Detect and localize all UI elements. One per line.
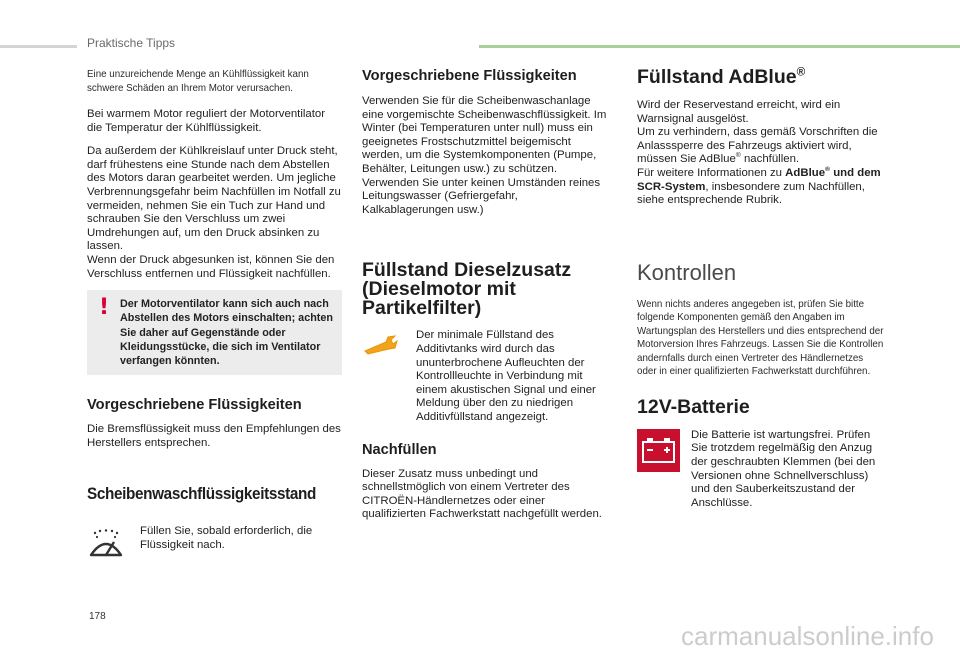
battery-row [637,429,885,511]
heading-diesel-line3: Partikelfilter) [362,297,482,320]
coolant-note: Eine unzureichende Menge an Kühlflüssigkeit kann schwere Schäden an Ihrem Motor verursachen. [87,69,309,94]
heading-kontrollen: Kontrollen [637,259,737,285]
battery-text: Die Batterie ist wartungsfrei. Prüfen Sie trotzdem regelmäßig den Anzug der geschraubten Klemmen (bei den Versionen ohne Schnellverschluss) und den Sauberkeitszustand der Anschlüsse. [691,428,876,509]
heading-washer-level: Scheibenwaschflüssigkeitsstand [87,484,316,504]
warning-box [87,290,342,375]
heading-battery: 12V-Batterie [637,395,750,418]
heading-diesel-line2: (Dieselmotor mit [362,278,516,301]
diesel-additive-text: Der minimale Füllstand des Additivtanks wird durch das ununterbrochene Aufleuchten der Kontrollleuchte in Verbindung mit einem akustischen Signal und einer Meldung über den zu niedrigen Additivfüllstand angezeigt. [416,329,596,423]
column-right [637,65,885,510]
wrench-icon [362,335,400,360]
adblue-info-text: Für weitere Informationen zu AdBlue® und dem SCR-System, insbesondere zum Nachfüllen, siehe entsprechende Rubrik. [637,166,881,207]
fan-paragraph: Bei warmem Motor reguliert der Motorventilator die Temperatur der Kühlflüssigkeit. [87,108,326,134]
diesel-additive-row [362,329,607,424]
refill-text: Dieser Zusatz muss unbedingt und schnellstmöglich von einem Vertreter des CITROËN-Händlernetzes oder einer qualifizierten Fachwerkstatt nachgefüllt werden. [362,467,602,521]
heading-brake-fluids: Vorgeschriebene Flüssigkeiten [87,397,302,414]
adblue-warning-text: Wird der Reservestand erreicht, wird ein Warnsignal ausgelöst. [637,99,841,125]
refill-paragraph: Wenn der Druck abgesunken ist, können Sie den Verschluss entfernen und Flüssigkeit nachfüllen. [87,253,335,280]
heading-diesel-additive [362,261,607,318]
heading-refill: Nachfüllen [362,441,437,458]
column-left [87,68,342,564]
header-bar-right [479,45,960,48]
kontrollen-text: Wenn nichts anderes angegeben ist, prüfen Sie bitte folgende Komponenten gemäß den Angaben im Wartungsplan des Herstellers und dies entsprechend der Motorversion Ihres Fahrzeugs. Lassen Sie die Kontrollen andernfalls durch einen Vertreter des Händlernetzes oder in einer qualifizierten Fachwerkstatt durchführen. [637,298,884,378]
adblue-block-text: Um zu verhindern, dass gemäß Vorschriften die Anlasssperre des Fahrzeugs aktiviert wird, müssen Sie AdBlue® nachfüllen. [637,126,878,166]
heading-washer-fluids: Vorgeschriebene Flüssigkeiten [362,68,577,84]
washer-text: Füllen Sie, sobald erforderlich, die Flüssigkeit nach. [140,525,313,551]
brake-fluid-text: Die Bremsflüssigkeit muss den Empfehlungen des Herstellers entsprechen. [87,423,341,449]
washer-fluids-text: Verwenden Sie für die Scheibenwaschanlage eine vorgemischte Scheibenwaschflüssigkeit. Im Winter (bei Temperaturen unter null) muss ein geeignetes Frostschutzmittel beigemischt werden, um die Systemkomponenten (Pumpe, Behälter, Leitungen usw.) zu schützen. Verwenden Sie unter keinen Umständen reines Leitungswasser (Gefriergefahr, Kalkablagerungen usw.) [362,95,607,216]
section-title: Praktische Tipps [87,36,176,50]
warning-icon: ! [99,295,110,321]
column-middle [362,68,607,522]
page-header [0,35,960,50]
header-bar-left [0,45,77,48]
washer-row [87,525,342,564]
pressure-paragraph: Da außerdem der Kühlkreislauf unter Druck steht, darf frühestens eine Stunde nach dem Abstellen des Motors daran gearbeitet werden. Um jegliche Verbrennungsgefahr beim Nachfüllen im Notfall zu vermeiden, nehmen Sie ein Tuch zur Hand und schrauben Sie den Verschluss um zwei Umdrehungen auf, um den Druck absinken zu lassen. [87,145,341,253]
page-number: 178 [89,611,106,622]
battery-icon [637,429,680,477]
warning-text: Der Motorventilator kann sich auch nach Abstellen des Motors einschalten; achten Sie daher auf Gegenstände oder Kleidungsstücke, die sich im Ventilator verfangen könnten. [120,298,333,367]
windscreen-washer-icon [87,529,127,564]
heading-adblue: Füllstand AdBlue® [637,65,806,88]
watermark: carmanualsonline.info [681,621,934,651]
heading-diesel-line1: Füllstand Dieselzusatz [362,259,572,282]
